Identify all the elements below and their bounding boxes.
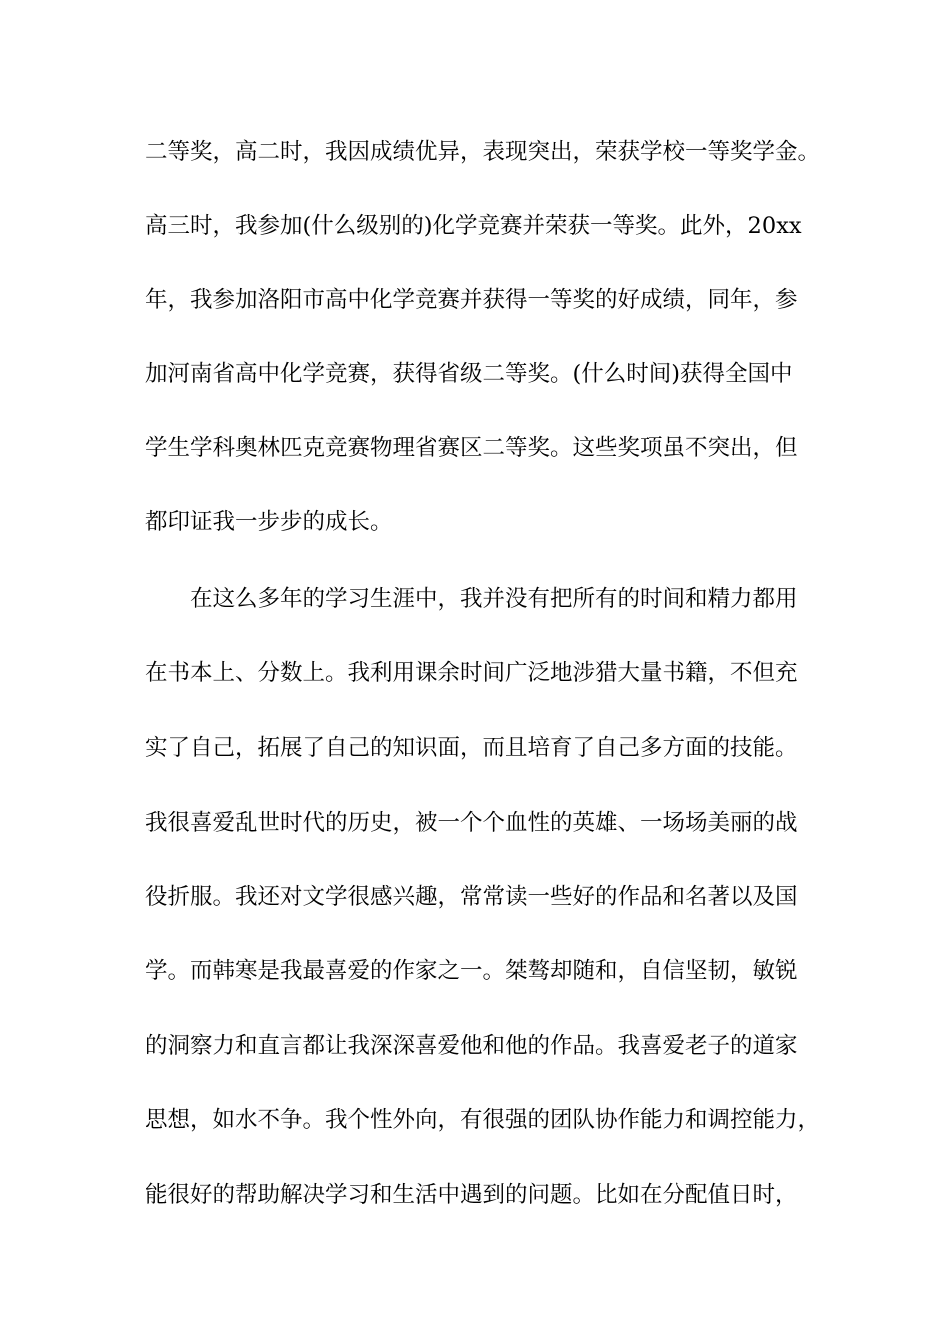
text-line: 加河南省高中化学竞赛，获得省级二等奖。(什么时间)获得全国中 [145, 361, 793, 387]
paragraph-first-line: 在这么多年的学习生涯中，我并没有把所有的时间和精力都用 [190, 586, 798, 612]
text-line: 都印证我一步步的成长。 [145, 509, 393, 535]
text-line: 的洞察力和直言都让我深深喜爱他和他的作品。我喜爱老子的道家 [145, 1033, 798, 1059]
text-line: 学生学科奥林匹克竞赛物理省赛区二等奖。这些奖项虽不突出，但 [145, 435, 798, 461]
text-line: 思想，如水不争。我个性外向，有很强的团队协作能力和调控能力， [145, 1107, 821, 1133]
text-line: 二等奖，高二时，我因成绩优异，表现突出，荣获学校一等奖学金。 [145, 139, 821, 165]
text-line: 役折服。我还对文学很感兴趣，常常读一些好的作品和名著以及国 [145, 884, 798, 910]
text-line: 在书本上、分数上。我利用课余时间广泛地涉猎大量书籍，不但充 [145, 660, 798, 686]
text-line: 我很喜爱乱世时代的历史，被一个个血性的英雄、一场场美丽的战 [145, 810, 798, 836]
text-line: 能很好的帮助解决学习和生活中遇到的问题。比如在分配值日时， [145, 1182, 798, 1208]
text-line: 年，我参加洛阳市高中化学竞赛并获得一等奖的好成绩，同年，参 [145, 287, 798, 313]
text-line: 学。而韩寒是我最喜爱的作家之一。桀骜却随和，自信坚韧，敏锐 [145, 958, 798, 984]
text-line: 实了自己，拓展了自己的知识面，而且培育了自己多方面的技能。 [145, 735, 798, 761]
text-line: 高三时，我参加(什么级别的)化学竞赛并荣获一等奖。此外，20xx [145, 213, 802, 239]
